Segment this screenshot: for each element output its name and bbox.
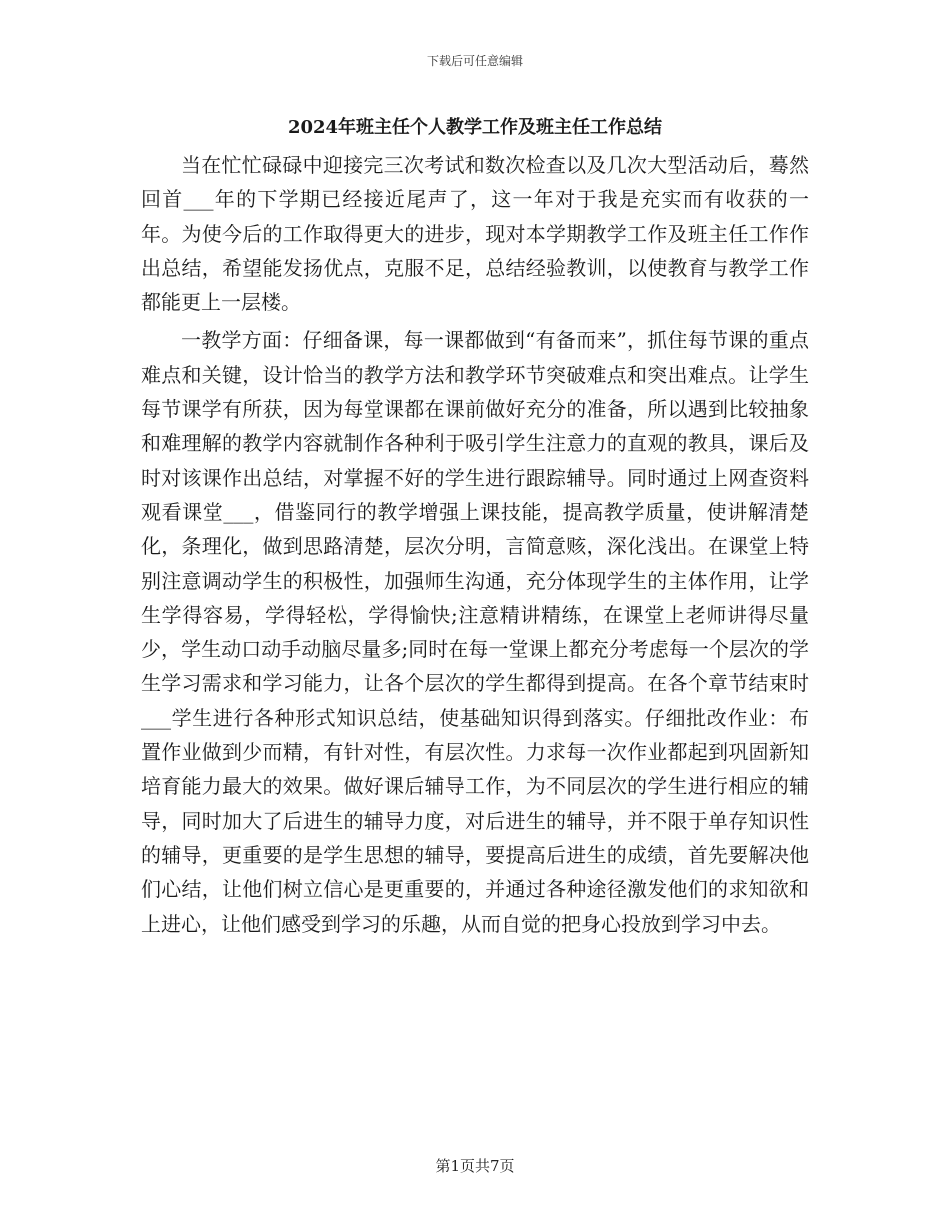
document-title: 2024年班主任个人教学工作及班主任工作总结 <box>287 117 663 138</box>
document-body <box>141 148 809 941</box>
paragraph-intro: 当在忙忙碌碌中迎接完三次考试和数次检查以及几次大型活动后，蓦然回首___年的下学期已经接近尾声了，这一年对于我是充实而有收获的一年。为使今后的工作取得更大的进步，现对本学期教学工作及班主任工作作出总结，希望能发扬优点，克服不足，总结经验教训，以使教育与教学工作都能更上一层楼。 <box>141 153 809 315</box>
page-number: 第1页共7页 <box>435 1157 515 1175</box>
paragraph-teaching: 一教学方面：仔细备课，每一课都做到“有备而来”，抓住每节课的重点难点和关键，设计恰当的教学方法和教学环节突破难点和突出难点。让学生每节课学有所获，因为每堂课都在课前做好充分的准备，所以遇到比较抽象和难理解的教学内容就制作各种利于吸引学生注意力的直观的教具，课后及时对该课作出总结，对掌握不好的学生进行跟踪辅导。同时通过上网查资料观看课堂___，借鉴同行的教学增强上课技能，提高教学质量，使讲解清楚化，条理化，做到思路清楚，层次分明，言简意赅，深化浅出。在课堂上特别注意调动学生的积极性，加强师生沟通，充分体现学生的主体作用，让学生学得容易，学得轻松，学得愉快;注意精讲精练，在课堂上老师讲得尽量少，学生动口动手动脑尽量多;同时在每一堂课上都充分考虑每一个层次的学生学习需求和学习能力，让各个层次的学生都得到提高。在各个章节结束时___学生进行各种形式知识总结，使基础知识得到落实。仔细批改作业：布置作业做到少而精，有针对性，有层次性。力求每一次作业都起到巩固新知培育能力最大的效果。做好课后辅导工作，为不同层次的学生进行相应的辅导，同时加大了后进生的辅导力度，对后进生的辅导，并不限于单存知识性的辅导，更重要的是学生思想的辅导，要提高后进生的成绩，首先要解决他们心结，让他们树立信心是更重要的，并通过各种途径激发他们的求知欲和上进心，让他们感受到学习的乐趣，从而自觉的把身心投放到学习中去。 <box>141 328 809 936</box>
page-header-note: 下载后可任意编辑 <box>426 54 523 68</box>
